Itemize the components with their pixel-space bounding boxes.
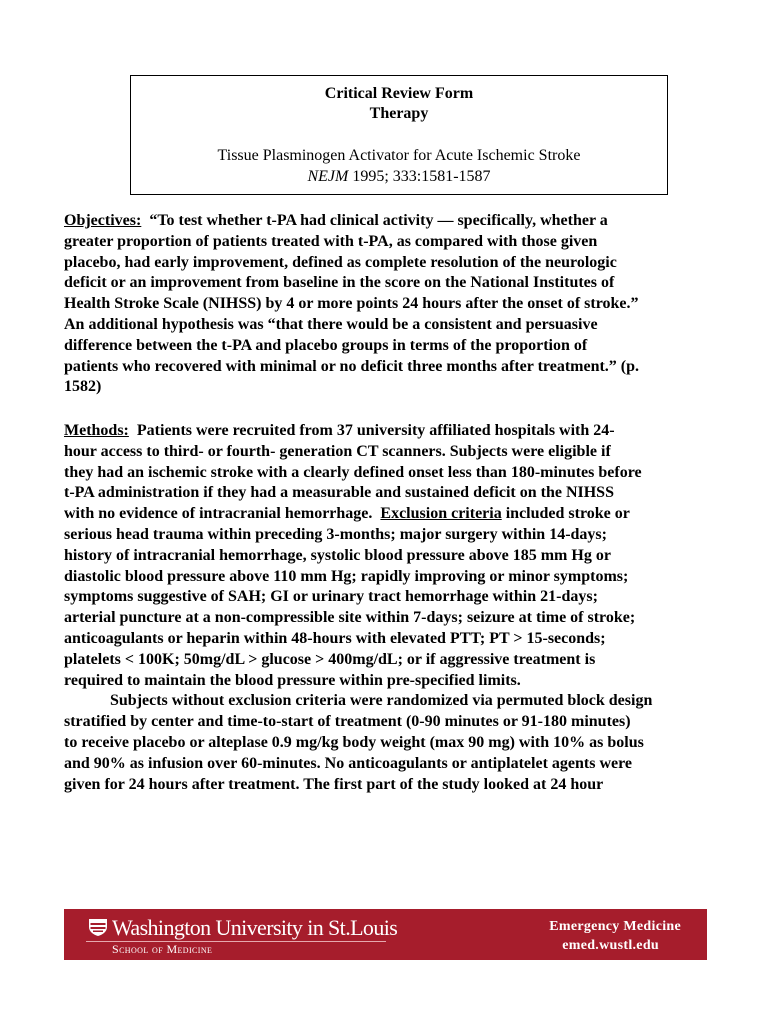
methods-line: platelets < 100K; 50mg/dL > glucose > 400mg/dL; or if aggressive treatment is [64, 650, 596, 668]
university-shield-icon [88, 918, 108, 937]
objectives-line: Objectives: “To test whether t-PA had clinical activity — specifically, whether a [64, 212, 608, 229]
methods-line: arterial puncture at a non-compressible site within 7-days; seizure at time of stroke; [64, 609, 636, 627]
methods-section [64, 421, 712, 795]
objectives-line: deficit or an improvement from baseline in the score on the National Institutes of [64, 274, 615, 292]
objectives-line: Health Stroke Scale (NIHSS) by 4 or more points 24 hours after the onset of stroke.” [64, 295, 639, 313]
methods-line: to receive placebo or alteplase 0.9 mg/kg body weight (max 90 mg) with 10% as bolus [64, 733, 644, 751]
objectives-line: An additional hypothesis was “that there would be a consistent and persuasive [64, 315, 598, 333]
exclusion-criteria-label: Exclusion criteria [380, 505, 502, 523]
methods-line: anticoagulants or heparin within 48-hours with elevated PTT; PT > 15-seconds; [64, 629, 606, 647]
methods-line: symptoms suggestive of SAH; GI or urinary tract hemorrhage within 21-days; [64, 588, 598, 606]
citation [131, 167, 667, 187]
objectives-line: patients who recovered with minimal or no deficit three months after treatment.” (p. [64, 357, 640, 375]
methods-line: given for 24 hours after treatment. The first part of the study looked at 24 hour [64, 775, 604, 793]
methods-line: diastolic blood pressure above 110 mm Hg; rapidly improving or minor symptoms; [64, 567, 629, 585]
citation-details: 1995; 333:1581-1587 [348, 168, 491, 185]
methods-line: serious head trauma within preceding 3-months; major surgery within 14-days; [64, 525, 607, 543]
methods-line: and 90% as infusion over 60-minutes. No anticoagulants or antiplatelet agents were [64, 754, 633, 772]
header-box [130, 75, 668, 195]
methods-line: required to maintain the blood pressure within pre-specified limits. [64, 671, 521, 689]
department-name: Emergency Medicine [549, 919, 681, 934]
objectives-line: greater proportion of patients treated with t-PA, as compared with those given [64, 232, 598, 250]
objectives-section [64, 211, 712, 398]
objectives-line: difference between the t-PA and placebo groups in terms of the proportion of [64, 336, 588, 354]
form-subtitle: Therapy [369, 105, 429, 122]
methods-line: hour access to third- or fourth- generation CT scanners. Subjects were eligible if [64, 442, 611, 460]
methods-line: history of intracranial hemorrhage, systolic blood pressure above 185 mm Hg or [64, 546, 611, 564]
university-name: Washington University in St.Louis [112, 915, 398, 940]
article-title: Tissue Plasminogen Activator for Acute Ischemic Stroke [217, 147, 581, 164]
objectives-line: placebo, had early improvement, defined as complete resolution of the neurologic [64, 253, 617, 271]
methods-line: they had an ischemic stroke with a clearly defined onset less than 180-minutes before [64, 463, 642, 481]
journal-name: NEJM [307, 168, 349, 185]
department-url[interactable]: emed.wustl.edu [562, 938, 659, 953]
school-name: School of Medicine [112, 942, 213, 956]
methods-line: with no evidence of intracranial hemorrhage. Exclusion criteria included stroke or [64, 505, 630, 523]
objectives-line: 1582) [64, 378, 102, 396]
objectives-label: Objectives: [64, 212, 142, 229]
methods-line: Subjects without exclusion criteria were randomized via permuted block design [110, 692, 653, 710]
methods-line: stratified by center and time-to-start of treatment (0-90 minutes or 91-180 minutes) [64, 713, 631, 731]
methods-line: Methods: Patients were recruited from 37 university affiliated hospitals with 24- [64, 422, 615, 439]
footer-banner [64, 909, 707, 960]
methods-line: t-PA administration if they had a measurable and sustained deficit on the NIHSS [64, 484, 614, 502]
methods-label: Methods: [64, 422, 129, 439]
form-title: Critical Review Form [324, 85, 474, 102]
